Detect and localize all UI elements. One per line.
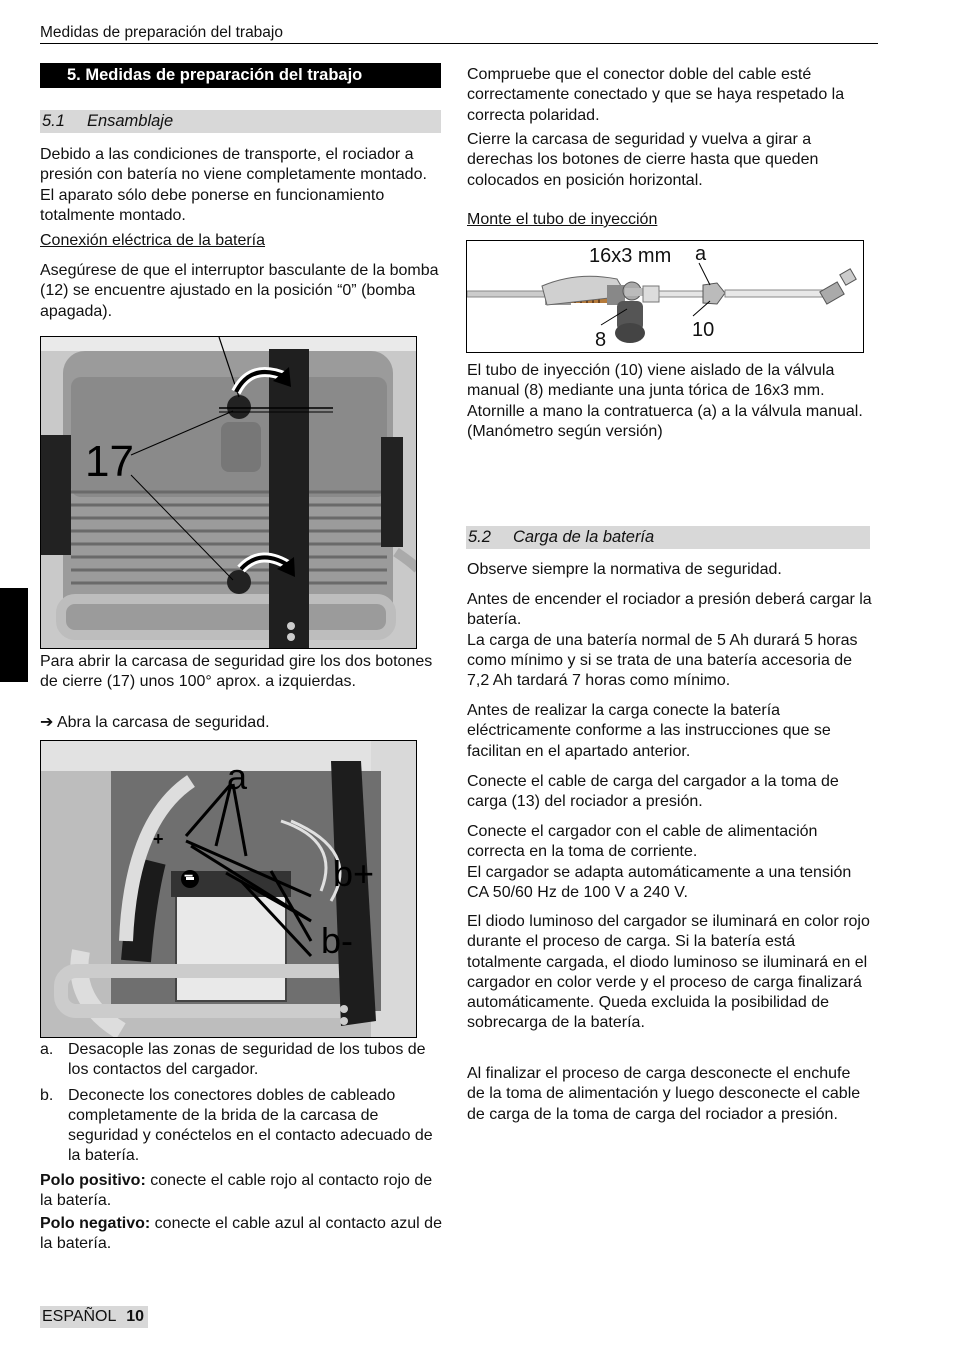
battery-connection-heading: Conexión eléctrica de la batería: [40, 232, 266, 249]
oring-size-label: 16x3 mm: [589, 245, 672, 267]
steps-list: [40, 1040, 442, 1172]
charging-paragraph-2: Antes de encender el rociador a presión deberá cargar la batería. La carga de una batería normal de 5 Ah durará 5 horas como mínimo y si se trata de una batería accesoria de 7,2 Ah tardará 7 horas como mínimo.: [467, 591, 872, 690]
charging-paragraph-7: Al finalizar el proceso de carga desconecte el enchufe de la toma de alimentación y luego desconecte el cable de carga de la toma de carga del rociador a presión.: [467, 1065, 861, 1123]
section-title: 5. Medidas de preparación del trabajo: [40, 63, 441, 88]
subsection-number: 5.2: [468, 528, 491, 546]
figure-housing-knobs: [40, 336, 417, 649]
list-marker: b.: [40, 1086, 54, 1104]
minus-sign: −: [184, 868, 194, 885]
arrow-icon: ➔: [40, 714, 54, 731]
figure-spray-tube: [466, 240, 864, 353]
callout-a: a: [227, 756, 248, 797]
page-number: 10: [126, 1308, 145, 1325]
subsection-5-1: [40, 110, 441, 133]
plus-sign: +: [153, 829, 164, 849]
list-marker: a.: [40, 1041, 54, 1058]
tube-paragraph: El tubo de inyección (10) viene aislado de la válvula manual (8) mediante una junta tórica de 16x3 mm. Atornille a mano la contratuerca (a) a la válvula manual. (Manómetro según versión): [467, 362, 863, 440]
negative-pole-text: conecte el cable azul al contacto azul de la batería.: [40, 1215, 442, 1253]
open-housing-paragraph: Para abrir la carcasa de seguridad gire los dos botones de cierre (17) unos 100° aprox. a izquierdas.: [40, 653, 433, 691]
switch-paragraph: Asegúrese de que el interruptor basculante de la bomba (12) se encuentre ajustado en la posición “0” (bomba apagada).: [40, 262, 439, 320]
locknut-label-a: a: [695, 243, 707, 265]
list-text: Deconecte los conectores dobles de cableado completamente de la brida de la carcasa de seguridad y conéctelos en el contacto adecuado de la batería.: [68, 1086, 433, 1165]
charging-paragraph-4: Conecte el cable de carga del cargador a la toma de carga (13) del rociador a presión.: [467, 773, 839, 811]
tube-heading: Monte el tubo de inyección: [467, 211, 658, 228]
charging-paragraph-1: Observe siempre la normativa de seguridad.: [467, 561, 782, 578]
subsection-title: Carga de la batería: [512, 528, 655, 546]
subsection-number: 5.1: [42, 112, 65, 130]
open-housing-action-text: Abra la carcasa de seguridad.: [56, 714, 270, 731]
figure-battery-wiring: [40, 740, 417, 1038]
header-rule: [40, 43, 878, 44]
list-item: [40, 1040, 442, 1081]
close-housing-paragraph: Cierre la carcasa de seguridad y vuelva a girar a derechas los botones de cierre hasta que queden colocados en posición horizontal.: [467, 131, 819, 189]
positive-pole-paragraph: [40, 1171, 442, 1212]
charging-paragraph-5: Conecte el cargador con el cable de alimentación correcta en la toma de corriente. El cargador se adapta automáticamente a una tensión CA 50/60 Hz de 100 V a 240 V.: [467, 823, 852, 901]
subsection-title: Ensamblaje: [86, 112, 174, 130]
knob-callout-17: 17: [85, 437, 134, 486]
running-header: Medidas de preparación del trabajo: [40, 24, 283, 41]
tube-label-10: 10: [692, 319, 715, 341]
negative-pole-paragraph: [40, 1214, 442, 1255]
positive-pole-label: Polo positivo:: [40, 1172, 146, 1189]
chapter-tab: [0, 588, 28, 682]
charging-paragraph-3: Antes de realizar la carga conecte la batería eléctricamente conforme a las instrucciones que se facilitan en el apartado anterior.: [467, 702, 831, 760]
list-item: [40, 1086, 442, 1167]
open-housing-action: [40, 713, 442, 733]
polarity-paragraph: Compruebe que el conector doble del cable esté correctamente conectado y que se haya respetado la correcta polaridad.: [467, 66, 845, 124]
housing-illustration: [41, 337, 417, 649]
page-footer: [40, 1306, 148, 1328]
callout-b-minus: b-: [321, 920, 354, 961]
charging-paragraph-6: El diodo luminoso del cargador se iluminará en color rojo durante el proceso de carga. Si la batería está totalmente cargada, el diodo luminoso se iluminará en el cargador en color verde y el proceso de carga finalizará automáticamente. Queda excluida la posibilidad de sobrecarga de la batería.: [467, 913, 870, 1032]
subsection-5-2: [466, 526, 870, 549]
valve-label-8: 8: [595, 329, 607, 351]
footer-language: ESPAÑOL: [42, 1308, 116, 1325]
positive-pole-text: conecte el cable rojo al contacto rojo de la batería.: [40, 1172, 433, 1210]
intro-paragraph: Debido a las condiciones de transporte, el rociador a presión con batería no viene completamente montado. El aparato sólo debe ponerse en funcionamiento totalmente montado.: [40, 146, 427, 224]
callout-b-plus: b+: [333, 853, 375, 894]
list-text: Desacople las zonas de seguridad de los tubos de los contactos del cargador.: [68, 1041, 426, 1079]
negative-pole-label: Polo negativo:: [40, 1215, 151, 1232]
